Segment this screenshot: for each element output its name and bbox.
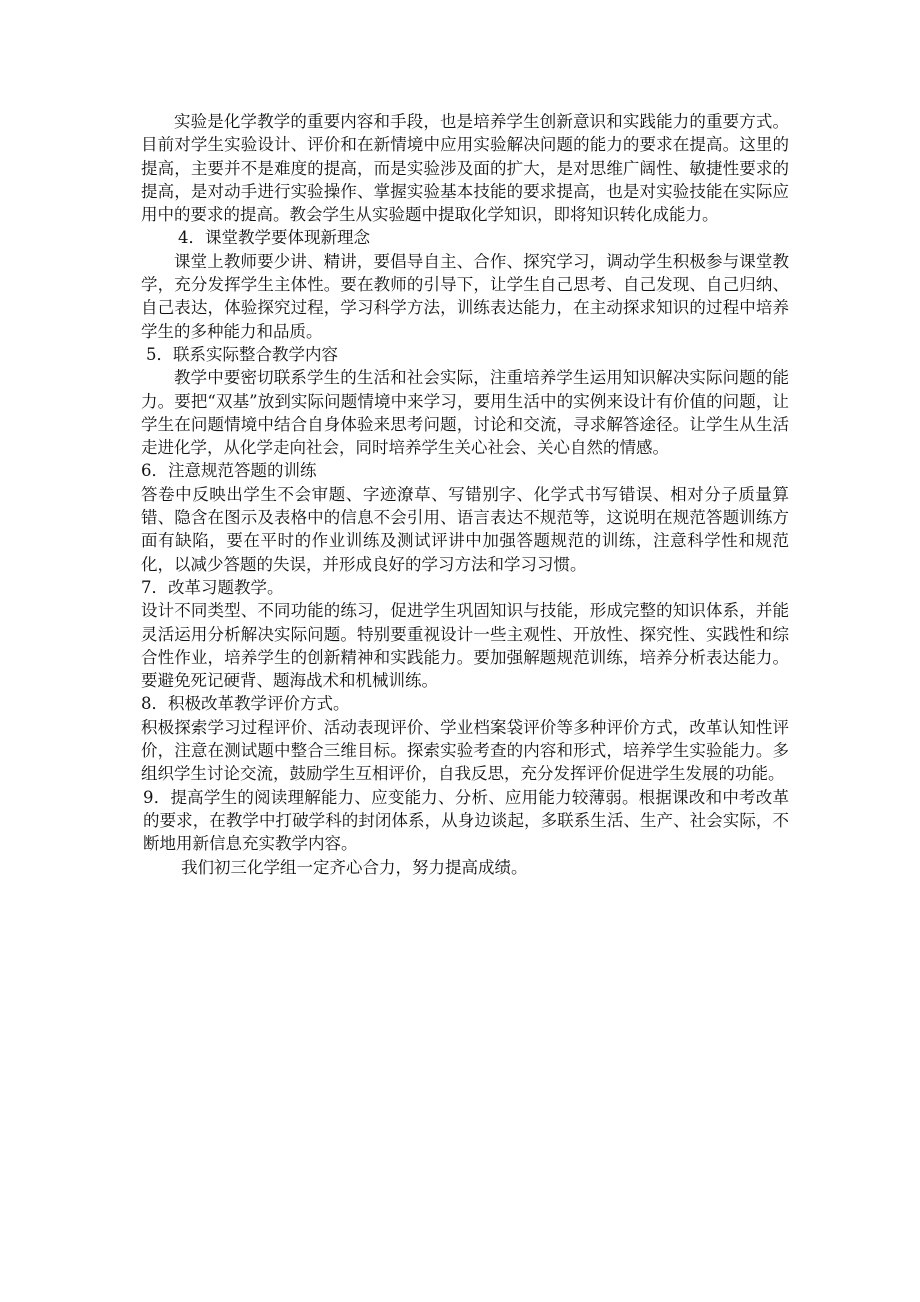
paragraph-closing-statement: 我们初三化学组一定齐心合力，努力提高成绩。 xyxy=(181,857,528,877)
paragraph-experiment-teaching: 实验是化学教学的重要内容和手段，也是培养学生创新意识和实践能力的重要方式。目前对学生实验设计、评价和在新情境中应用实验解决问题的能力的要求在提高。这里的提高，主要并不是难度的提高，而是实验涉及面的扩大，是对思维广阔性、敏捷性要求的提高，是对动手进行实验操作、掌握实验基本技能的要求提高，也是对实验技能在实际应用中的要求的提高。教会学生从实验题中提取化学知识，即将知识转化成能力。 xyxy=(141,112,789,225)
heading-8-evaluation-reform: 8．积极改革教学评价方式。 xyxy=(141,694,350,714)
paragraph-exercise-design: 设计不同类型、不同功能的练习，促进学生巩固知识与技能，形成完整的知识体系，并能灵活运用分析解决实际问题。特别要重视设计一些主观性、开放性、探究性、实践性和综合性作业，培养学生的创新精神和实践能力。要加强解题规范训练，培养分析表达能力。要避免死记硬背、题海战术和机械训练。 xyxy=(141,601,789,691)
document-body xyxy=(141,110,789,879)
heading-6-answer-training: 6．注意规范答题的训练 xyxy=(141,461,317,481)
paragraph-9-reading-ability: 9．提高学生的阅读理解能力、应变能力、分析、应用能力较薄弱。根据课改和中考改革的要求，在教学中打破学科的封闭体系，从身边谈起，多联系生活、生产、社会实际，不断地用新信息充实教学内容。 xyxy=(143,787,789,854)
paragraph-evaluation-methods: 积极探索学习过程评价、活动表现评价、学业档案袋评价等多种评价方式，改革认知性评价，注意在测试题中整合三维目标。探索实验考查的内容和形式，培养学生实验能力。多组织学生讨论交流，鼓励学生互相评价，自我反思，充分发挥评价促进学生发展的功能。 xyxy=(141,717,789,784)
paragraph-real-life-connection: 教学中要密切联系学生的生活和社会实际，注重培养学生运用知识解决实际问题的能力。要把“双基”放到实际问题情境中来学习，要用生活中的实例来设计有价值的问题，让学生在问题情境中结合自身体验来思考问题，讨论和交流，寻求解答途径。让学生从生活走进化学，从化学走向社会，同时培养学生关心社会、关心自然的情感。 xyxy=(141,368,789,458)
paragraph-answer-standards: 答卷中反映出学生不会审题、字迹潦草、写错别字、化学式书写错误、相对分子质量算错、隐含在图示及表格中的信息不会引用、语言表达不规范等，这说明在规范答题训练方面有缺陷，要在平时的作业训练及测试评讲中加强答题规范的训练，注意科学性和规范化，以减少答题的失误，并形成良好的学习方法和学习习惯。 xyxy=(141,484,789,574)
heading-5-connect-reality: 5．联系实际整合教学内容 xyxy=(146,344,338,364)
heading-7-exercise-reform: 7．改革习题教学。 xyxy=(141,577,284,597)
paragraph-classroom-teaching: 课堂上教师要少讲、精讲，要倡导自主、合作、探究学习，调动学生积极参与课堂教学，充分发挥学生主体性。要在教师的引导下，让学生自己思考、自己发现、自己归纳、自己表达，体验探究过程，学习科学方法，训练表达能力，在主动探求知识的过程中培养学生的多种能力和品质。 xyxy=(141,251,789,341)
heading-4-new-concepts: 4．课堂教学要体现新理念 xyxy=(178,228,370,248)
